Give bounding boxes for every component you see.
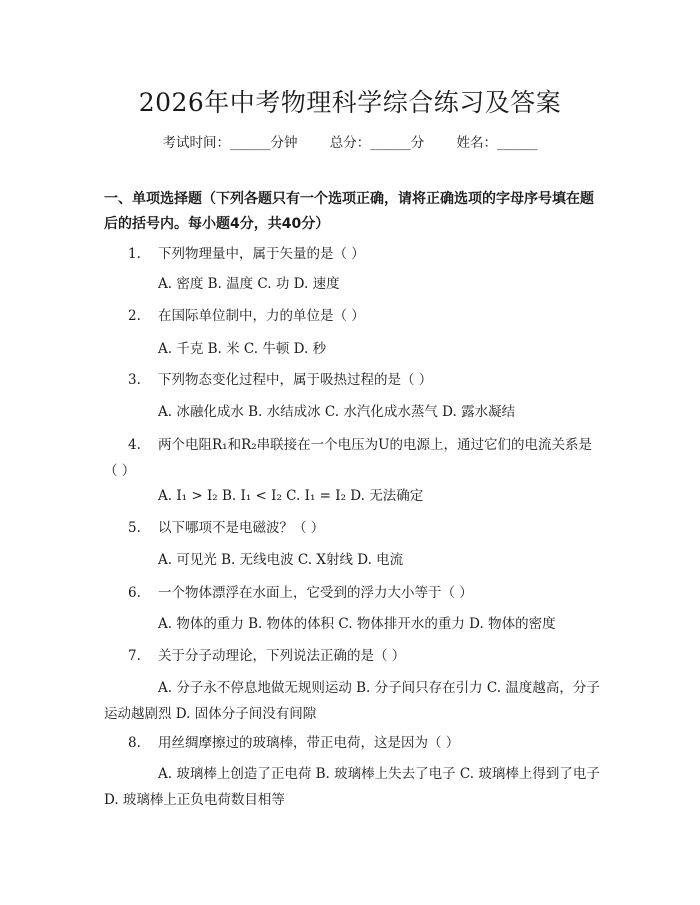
page-title: 2026年中考物理科学综合练习及答案 (138, 88, 562, 117)
question-text: 两个电阻R₁和R₂串联接在一个电压为U的电源上，通过它们的电流关系是（ ） (104, 437, 593, 479)
question-5-options: A. 可见光 B. 无线电波 C. X射线 D. 电流 (158, 552, 404, 568)
question-8 (104, 730, 600, 756)
question-text: 下列物态变化过程中，属于吸热过程的是（ ） (158, 372, 433, 388)
question-7 (104, 643, 600, 669)
question-number: 7. (128, 648, 141, 664)
question-text: 一个物体漂浮在水面上，它受到的浮力大小等于（ ） (158, 585, 473, 601)
question-7-options: A. 分子永不停息地做无规则运动 B. 分子间只存在引力 C. 温度越高，分子运动越剧烈 D. 固体分子间没有间隙 (104, 680, 600, 722)
question-number: 1. (128, 246, 141, 262)
exam-info (0, 131, 700, 151)
question-4-options: A. I₁ > I₂ B. I₁ < I₂ C. I₁ = I₂ D. 无法确定 (158, 488, 424, 504)
question-number: 3. (128, 372, 141, 388)
question-text: 关于分子动理论，下列说法正确的是（ ） (158, 648, 406, 664)
question-number: 6. (128, 585, 141, 601)
question-3-options: A. 冰融化成水 B. 水结成冰 C. 水汽化成水蒸气 D. 露水凝结 (158, 404, 516, 420)
question-number: 5. (128, 520, 141, 536)
question-1-options: A. 密度 B. 温度 C. 功 D. 速度 (158, 276, 340, 292)
question-6-options: A. 物体的重力 B. 物体的体积 C. 物体排开水的重力 D. 物体的密度 (158, 616, 556, 632)
question-8-options: A. 玻璃棒上创造了正电荷 B. 玻璃棒上失去了电子 C. 玻璃棒上得到了电子 D. 玻璃棒上正负电荷数目相等 (104, 766, 600, 808)
question-2-options: A. 千克 B. 米 C. 牛顿 D. 秒 (158, 341, 327, 357)
question-number: 2. (128, 308, 141, 324)
question-5 (104, 515, 600, 541)
exam-time: 考试时间：______分钟 (162, 135, 298, 151)
question-3 (104, 367, 600, 393)
question-text: 用丝绸摩擦过的玻璃棒，带正电荷，这是因为（ ） (158, 735, 460, 751)
question-4 (104, 432, 600, 484)
question-number: 4. (128, 437, 141, 453)
exam-score: 总分：______分 (329, 135, 425, 151)
question-6 (104, 580, 600, 606)
section-heading: 一、单项选择题（下列各题只有一个选项正确，请将正确选项的字母序号填在题后的括号内。每小题4分，共40分） (104, 191, 594, 232)
question-text: 在国际单位制中，力的单位是（ ） (158, 308, 365, 324)
question-number: 8. (128, 735, 141, 751)
question-2 (104, 303, 600, 329)
student-name: 姓名：______ (456, 135, 538, 151)
question-text: 下列物理量中，属于矢量的是（ ） (158, 246, 365, 262)
question-1 (104, 241, 600, 267)
question-text: 以下哪项不是电磁波？（ ） (158, 520, 325, 536)
